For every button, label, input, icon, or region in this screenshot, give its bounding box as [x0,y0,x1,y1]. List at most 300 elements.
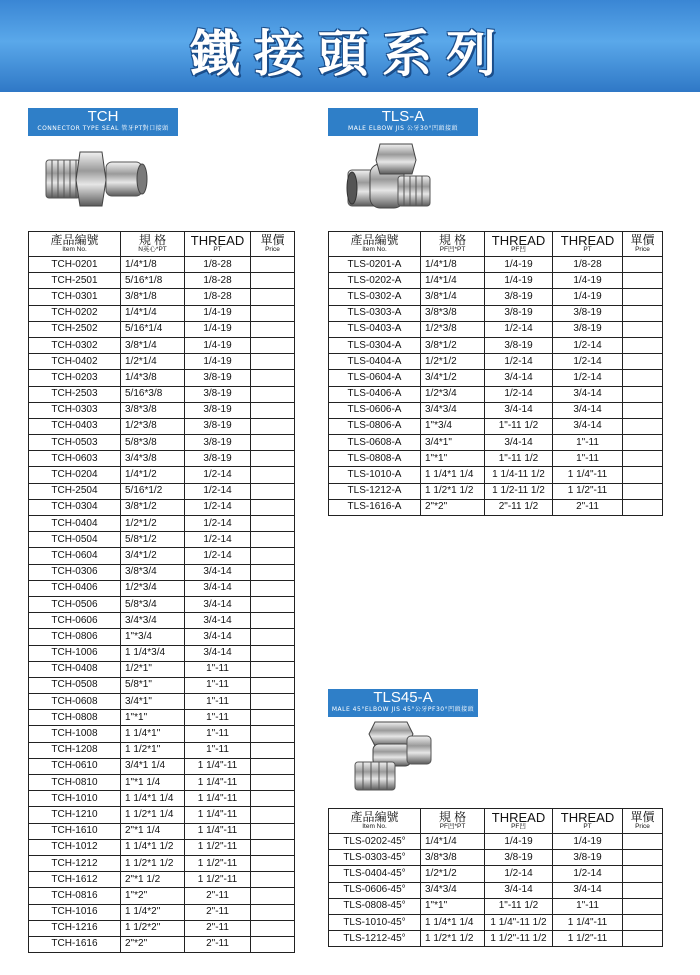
table-row [29,888,295,904]
table-row [29,710,295,726]
price-cell [251,710,295,726]
tlsa-spec-table [328,231,663,516]
table-row [29,775,295,791]
item-no-cell: TLS-0303-A [329,305,421,321]
table-row [329,435,663,451]
item-no-cell: TCH-0810 [29,775,121,791]
item-no-cell: TCH-0606 [29,613,121,629]
price-cell [251,855,295,871]
item-no-cell: TLS-1010-45° [329,914,421,930]
thread-pt-cell: 3/8-19 [553,850,623,866]
thread-pt-cell: 3/4-14 [185,613,251,629]
section-name-tlsa: TLS-A [381,108,425,125]
item-no-cell: TCH-0603 [29,451,121,467]
thread-pt-cell: 1 1/2"-11 [185,872,251,888]
thread-pt-cell: 1/2-14 [553,354,623,370]
item-no-cell: TLS-0808-45° [329,898,421,914]
thread-pt-cell: 3/4-14 [553,402,623,418]
thread-pt-cell: 2"-11 [185,920,251,936]
thread-pt-cell: 1 1/4"-11 [553,914,623,930]
thread-pt-cell: 1"-11 [185,710,251,726]
thread-pt-cell: 3/4-14 [185,596,251,612]
price-cell [251,451,295,467]
item-no-cell: TCH-1012 [29,839,121,855]
price-cell [251,402,295,418]
thread-pf-cell: 1/2-14 [485,386,553,402]
spec-cell: 3/4*1/2 [421,370,485,386]
thread-pt-cell: 1 1/4"-11 [185,807,251,823]
spec-cell: 1 1/4*1 1/4 [421,914,485,930]
table-row [29,936,295,952]
spec-cell: 1 1/4*2" [121,904,185,920]
table-row [29,742,295,758]
table-row [329,321,663,337]
table-row [29,435,295,451]
spec-cell: 3/4*3/8 [121,451,185,467]
spec-cell: 1 1/2*1 1/4 [121,807,185,823]
spec-cell: 1/4*1/4 [421,834,485,850]
spec-cell: 1/4*1/4 [421,273,485,289]
spec-cell: 1"*3/4 [121,629,185,645]
spec-cell: 1 1/4*1 1/4 [121,791,185,807]
table-row [329,354,663,370]
col-price: 單價 Price [623,232,663,257]
spec-cell: 1/2*1/4 [121,354,185,370]
table-row [29,548,295,564]
item-no-cell: TLS-0404-45° [329,866,421,882]
thread-pt-cell: 1 1/2"-11 [553,931,623,947]
price-cell [251,872,295,888]
spec-cell: 1 1/4*1 1/4 [421,467,485,483]
col-thread-pf: THREAD PF凹 [485,809,553,834]
thread-pf-cell: 1/4-19 [485,257,553,273]
thread-pf-cell: 3/4-14 [485,435,553,451]
spec-cell: 1/4*1/2 [121,467,185,483]
section-name-tls45: TLS45-A [373,689,433,706]
spec-cell: 3/8*3/8 [121,402,185,418]
table-row [29,289,295,305]
price-cell [251,354,295,370]
spec-cell: 1 1/2*2" [121,920,185,936]
spec-cell: 5/8*3/4 [121,596,185,612]
spec-cell: 1 1/4*3/4 [121,645,185,661]
tlsa-elbow-photo [340,140,440,220]
table-row [29,273,295,289]
price-cell [251,483,295,499]
price-cell [251,548,295,564]
item-no-cell: TCH-0808 [29,710,121,726]
tch-spec-table [28,231,295,953]
price-cell [251,580,295,596]
price-cell [623,386,663,402]
price-cell [623,866,663,882]
price-cell [623,289,663,305]
thread-pf-cell: 3/8-19 [485,337,553,353]
spec-cell: 5/8*1" [121,677,185,693]
item-no-cell: TLS-0404-A [329,354,421,370]
table-row [29,677,295,693]
item-no-cell: TLS-0608-A [329,435,421,451]
table-row [29,661,295,677]
spec-cell: 3/4*3/4 [421,402,485,418]
thread-pt-cell: 1"-11 [185,677,251,693]
spec-cell: 1/2*1/2 [421,866,485,882]
item-no-cell: TCH-0202 [29,305,121,321]
thread-pt-cell: 3/8-19 [553,321,623,337]
col-spec: 規 格 PF凹*PT [421,809,485,834]
thread-pf-cell: 1/4-19 [485,273,553,289]
spec-cell: 5/16*3/8 [121,386,185,402]
thread-pf-cell: 2"-11 1/2 [485,499,553,515]
thread-pf-cell: 1/2-14 [485,354,553,370]
table-row [29,920,295,936]
price-cell [251,337,295,353]
thread-pf-cell: 1/4-19 [485,834,553,850]
table-row [329,402,663,418]
item-no-cell: TCH-0306 [29,564,121,580]
spec-cell: 3/4*1/2 [121,548,185,564]
thread-pt-cell: 1"-11 [185,661,251,677]
item-no-cell: TCH-0301 [29,289,121,305]
table-row [329,914,663,930]
thread-pt-cell: 1/2-14 [185,467,251,483]
thread-pt-cell: 1/2-14 [185,516,251,532]
col-price: 單價 Price [251,232,295,257]
table-row [29,370,295,386]
item-no-cell: TCH-1210 [29,807,121,823]
price-cell [623,354,663,370]
thread-pt-cell: 3/8-19 [185,451,251,467]
item-no-cell: TCH-0404 [29,516,121,532]
price-cell [251,807,295,823]
price-cell [251,645,295,661]
price-cell [251,435,295,451]
spec-cell: 1 1/2*1 1/2 [421,931,485,947]
thread-pf-cell: 3/8-19 [485,305,553,321]
item-no-cell: TCH-1612 [29,872,121,888]
price-cell [251,289,295,305]
spec-cell: 1/2*1/2 [121,516,185,532]
thread-pt-cell: 1 1/4"-11 [553,467,623,483]
thread-pt-cell: 3/4-14 [185,564,251,580]
thread-pt-cell: 1"-11 [185,726,251,742]
item-no-cell: TCH-2502 [29,321,121,337]
price-cell [623,882,663,898]
price-cell [623,834,663,850]
thread-pt-cell: 3/8-19 [553,305,623,321]
section-desc-tch: CONNECTOR TYPE SEAL 管牙PT對口接頭 [37,125,169,132]
table-row [29,629,295,645]
price-cell [251,661,295,677]
col-item-no: 產品編號 Item No. [329,809,421,834]
thread-pt-cell: 1 1/2"-11 [185,839,251,855]
price-cell [251,694,295,710]
table-row [29,354,295,370]
thread-pt-cell: 3/4-14 [185,580,251,596]
table-row [29,823,295,839]
thread-pt-cell: 1/2-14 [553,866,623,882]
price-cell [623,321,663,337]
price-cell [623,898,663,914]
table-row [29,564,295,580]
item-no-cell: TLS-0606-45° [329,882,421,898]
item-no-cell: TCH-2501 [29,273,121,289]
section-header-tlsa [328,108,478,136]
thread-pt-cell: 1/4-19 [553,289,623,305]
price-cell [251,516,295,532]
price-cell [251,532,295,548]
thread-pt-cell: 1"-11 [553,451,623,467]
table-row [29,337,295,353]
table-row [29,483,295,499]
item-no-cell: TLS-0806-A [329,418,421,434]
title-banner [0,0,700,92]
spec-cell: 2"*1 1/4 [121,823,185,839]
table-row [29,402,295,418]
thread-pt-cell: 3/8-19 [185,435,251,451]
thread-pt-cell: 1"-11 [185,694,251,710]
table-row [329,850,663,866]
thread-pt-cell: 3/4-14 [553,386,623,402]
item-no-cell: TLS-1010-A [329,467,421,483]
table-row [29,791,295,807]
thread-pf-cell: 1 1/4-11 1/2 [485,467,553,483]
table-row [29,839,295,855]
price-cell [623,257,663,273]
item-no-cell: TCH-2503 [29,386,121,402]
thread-pt-cell: 1 1/4"-11 [185,791,251,807]
table-row [29,451,295,467]
item-no-cell: TCH-0610 [29,758,121,774]
spec-cell: 1/4*1/4 [121,305,185,321]
thread-pt-cell: 1/2-14 [185,532,251,548]
price-cell [623,850,663,866]
spec-cell: 3/4*1" [421,435,485,451]
table-row [329,257,663,273]
thread-pt-cell: 1/2-14 [185,483,251,499]
section-header-tls45 [328,689,478,717]
item-no-cell: TCH-1008 [29,726,121,742]
item-no-cell: TLS-0808-A [329,451,421,467]
item-no-cell: TLS-1212-A [329,483,421,499]
spec-cell: 5/16*1/4 [121,321,185,337]
thread-pt-cell: 1/2-14 [185,499,251,515]
thread-pt-cell: 1 1/4"-11 [185,775,251,791]
spec-cell: 1/2*1" [121,661,185,677]
table-row [29,499,295,515]
spec-cell: 2"*2" [121,936,185,952]
thread-pt-cell: 1/4-19 [185,305,251,321]
spec-cell: 3/8*1/4 [121,337,185,353]
price-cell [623,499,663,515]
spec-cell: 3/4*1 1/4 [121,758,185,774]
thread-pf-cell: 1"-11 1/2 [485,418,553,434]
spec-cell: 1"*1" [421,451,485,467]
price-cell [623,273,663,289]
thread-pt-cell: 1 1/2"-11 [553,483,623,499]
table-row [29,305,295,321]
item-no-cell: TCH-1212 [29,855,121,871]
spec-cell: 2"*2" [421,499,485,515]
table-row [29,516,295,532]
price-cell [251,775,295,791]
thread-pt-cell: 2"-11 [185,904,251,920]
spec-cell: 1/4*1/8 [121,257,185,273]
table-row [29,532,295,548]
item-no-cell: TLS-0604-A [329,370,421,386]
thread-pf-cell: 3/8-19 [485,289,553,305]
thread-pt-cell: 1/8-28 [553,257,623,273]
item-no-cell: TCH-1006 [29,645,121,661]
thread-pt-cell: 2"-11 [185,936,251,952]
item-no-cell: TCH-0504 [29,532,121,548]
thread-pt-cell: 3/8-19 [185,402,251,418]
tls45-elbow-photo [345,716,440,796]
price-cell [251,904,295,920]
table-row [29,855,295,871]
item-no-cell: TLS-0202-A [329,273,421,289]
price-cell [251,499,295,515]
table-row [329,931,663,947]
table-row [329,451,663,467]
spec-cell: 1 1/2*1" [121,742,185,758]
item-no-cell: TLS-0202-45° [329,834,421,850]
spec-cell: 1 1/2*1 1/2 [421,483,485,499]
thread-pf-cell: 3/4-14 [485,370,553,386]
thread-pt-cell: 1/2-14 [185,548,251,564]
spec-cell: 5/8*1/2 [121,532,185,548]
spec-cell: 3/4*3/4 [421,882,485,898]
thread-pt-cell: 1/4-19 [553,834,623,850]
thread-pf-cell: 1 1/4"-11 1/2 [485,914,553,930]
thread-pt-cell: 3/4-14 [185,629,251,645]
price-cell [623,914,663,930]
spec-cell: 1"*1 1/4 [121,775,185,791]
thread-pt-cell: 1"-11 [553,435,623,451]
table-row [29,694,295,710]
thread-pf-cell: 1"-11 1/2 [485,451,553,467]
thread-pt-cell: 3/4-14 [185,645,251,661]
item-no-cell: TCH-0302 [29,337,121,353]
item-no-cell: TCH-1016 [29,904,121,920]
table-row [29,418,295,434]
thread-pt-cell: 3/8-19 [185,386,251,402]
item-no-cell: TCH-1216 [29,920,121,936]
item-no-cell: TCH-0203 [29,370,121,386]
thread-pf-cell: 3/4-14 [485,882,553,898]
table-row [329,499,663,515]
thread-pt-cell: 3/4-14 [553,882,623,898]
price-cell [251,677,295,693]
price-cell [251,596,295,612]
table-header-row [329,232,663,257]
table-row [29,758,295,774]
spec-cell: 1/4*3/8 [121,370,185,386]
item-no-cell: TCH-1010 [29,791,121,807]
spec-cell: 1/4*1/8 [421,257,485,273]
col-thread-pf: THREAD PF凹 [485,232,553,257]
spec-cell: 1/2*3/4 [421,386,485,402]
table-row [29,580,295,596]
thread-pf-cell: 1 1/2"-11 1/2 [485,931,553,947]
col-spec: 規 格 PF凹*PT [421,232,485,257]
thread-pt-cell: 1/8-28 [185,289,251,305]
col-thread-pt: THREAD PT [553,809,623,834]
item-no-cell: TCH-1610 [29,823,121,839]
page-title: 鐵接頭系列 [190,24,510,83]
spec-cell: 1"*3/4 [421,418,485,434]
table-row [329,418,663,434]
thread-pt-cell: 3/8-19 [185,370,251,386]
price-cell [623,305,663,321]
price-cell [251,370,295,386]
item-no-cell: TLS-0403-A [329,321,421,337]
spec-cell: 3/8*1/4 [421,289,485,305]
price-cell [251,273,295,289]
price-cell [251,613,295,629]
item-no-cell: TCH-0402 [29,354,121,370]
price-cell [251,823,295,839]
price-cell [623,467,663,483]
thread-pt-cell: 1 1/2"-11 [185,855,251,871]
thread-pt-cell: 1"-11 [185,742,251,758]
price-cell [623,435,663,451]
table-row [329,289,663,305]
spec-cell: 2"*1 1/2 [121,872,185,888]
spec-cell: 1 1/4*1" [121,726,185,742]
price-cell [623,483,663,499]
thread-pf-cell: 1/2-14 [485,321,553,337]
price-cell [623,931,663,947]
price-cell [623,451,663,467]
section-desc-tls45: MALE 45°ELBOW JIS 45°公牙PF30°凹頭接頭 [331,706,475,713]
spec-cell: 1"*1" [121,710,185,726]
item-no-cell: TCH-0608 [29,694,121,710]
spec-cell: 3/8*3/4 [121,564,185,580]
table-row [29,645,295,661]
spec-cell: 1/2*3/8 [421,321,485,337]
col-thread-pt: THREAD PT [553,232,623,257]
table-row [329,305,663,321]
item-no-cell: TCH-0201 [29,257,121,273]
spec-cell: 3/4*1" [121,694,185,710]
item-no-cell: TLS-1212-45° [329,931,421,947]
price-cell [251,839,295,855]
thread-pt-cell: 1/8-28 [185,257,251,273]
thread-pt-cell: 2"-11 [185,888,251,904]
table-row [29,807,295,823]
thread-pt-cell: 1"-11 [553,898,623,914]
price-cell [251,726,295,742]
item-no-cell: TCH-0604 [29,548,121,564]
item-no-cell: TCH-0408 [29,661,121,677]
spec-cell: 1"*2" [121,888,185,904]
spec-cell: 5/8*3/8 [121,435,185,451]
item-no-cell: TCH-2504 [29,483,121,499]
tch-fitting-photo [40,140,150,220]
item-no-cell: TCH-0403 [29,418,121,434]
item-no-cell: TCH-0303 [29,402,121,418]
price-cell [251,920,295,936]
thread-pt-cell: 1/8-28 [185,273,251,289]
spec-cell: 3/8*1/2 [121,499,185,515]
item-no-cell: TCH-0816 [29,888,121,904]
table-row [29,257,295,273]
item-no-cell: TLS-0302-A [329,289,421,305]
price-cell [623,418,663,434]
thread-pf-cell: 1"-11 1/2 [485,898,553,914]
spec-cell: 3/8*3/8 [421,305,485,321]
